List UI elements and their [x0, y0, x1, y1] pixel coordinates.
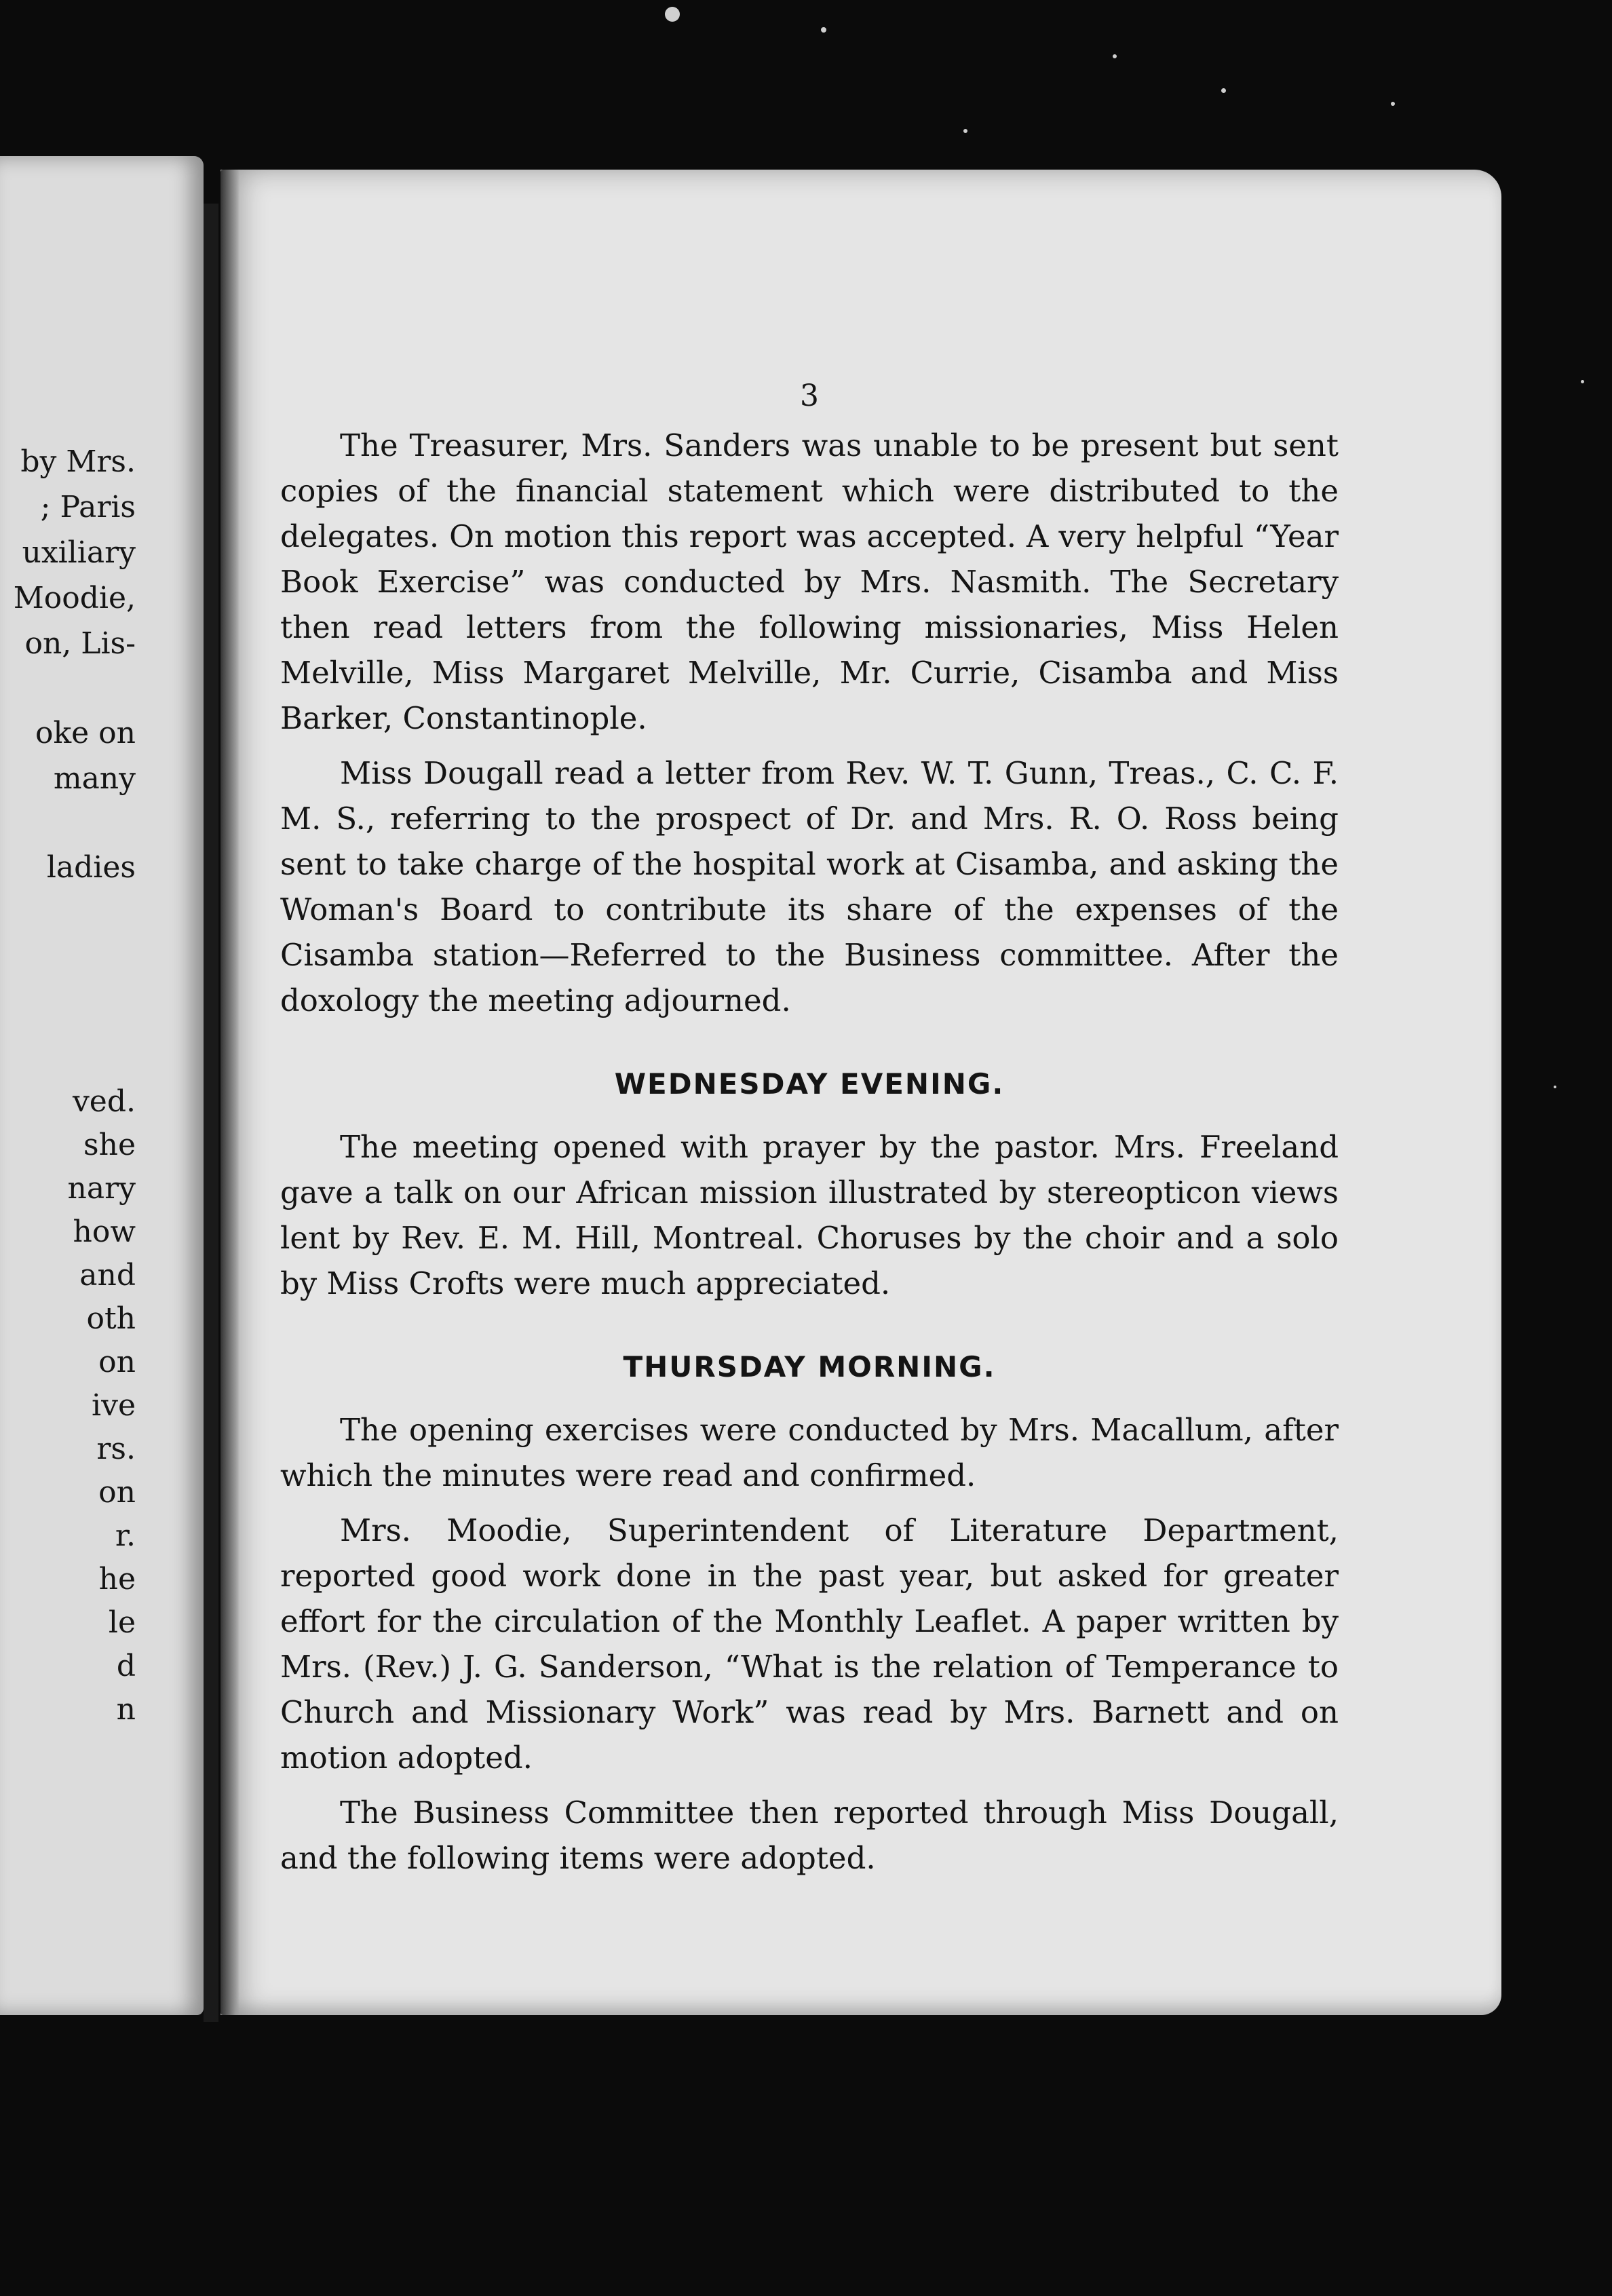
- left-page-fragment: nary: [67, 1171, 136, 1206]
- left-page-fragment: r.: [115, 1518, 136, 1553]
- left-page-fragment: oth: [86, 1301, 136, 1336]
- right-page: [220, 170, 1501, 2015]
- paragraph-literature-department: Mrs. Moodie, Superintendent of Literature Department, reported good work done in the past year, but asked for greater effort for the circulation of the Monthly Leaflet. A paper written by Mrs. (Rev.) J. G. Sanderson, “What is the relation of Temperance to Church and Missionary Work” was read by Mrs. Barnett and on motion adopted.: [280, 1512, 1339, 1776]
- paragraph-wednesday: The meeting opened with prayer by the pastor. Mrs. Freeland gave a talk on our African mission illustrated by stereopticon views lent by Rev. E. M. Hill, Montreal. Choruses by the choir and a solo by Miss Crofts were much appreciated.: [280, 1129, 1339, 1301]
- dust-speck: [821, 27, 826, 33]
- paragraph-treasurer: The Treasurer, Mrs. Sanders was unable to be present but sent copies of the financial statement which were distributed to the delegates. On motion this report was accepted. A very helpful “Year Book Exercise” was conducted by Mrs. Nasmith. The Secretary then read letters from the following missionaries, Miss Helen Melville, Miss Margaret Melville, Mr. Currie, Cisamba and Miss Barker, Constantinople.: [280, 427, 1339, 736]
- left-page-fragment: d: [116, 1649, 136, 1683]
- dust-speck: [963, 129, 967, 133]
- dust-speck: [665, 7, 680, 22]
- dust-speck: [1391, 102, 1395, 106]
- left-page-fragment: ; Paris: [40, 490, 136, 524]
- left-page-fragment: Moodie,: [13, 581, 136, 615]
- left-page-fragment: how: [73, 1214, 136, 1249]
- left-page-fragment: on: [98, 1475, 136, 1510]
- book-gutter: [204, 204, 218, 2022]
- left-page-fragment: oke on: [35, 716, 136, 750]
- left-page-fragment: ladies: [46, 850, 136, 885]
- dust-speck: [1113, 54, 1117, 58]
- page-content: [280, 373, 1339, 1881]
- heading-wednesday-evening: WEDNESDAY EVENING.: [614, 1067, 1005, 1101]
- left-page: [0, 156, 204, 2015]
- dust-speck: [1554, 1086, 1556, 1088]
- dust-speck: [1221, 88, 1226, 93]
- left-page-fragment: ive: [92, 1388, 136, 1423]
- dust-speck: [1581, 380, 1584, 383]
- page-number: 3: [800, 379, 819, 413]
- paragraph-business-committee: The Business Committee then reported through Miss Dougall, and the following items were adopted.: [280, 1795, 1339, 1876]
- left-page-fragment: and: [79, 1258, 136, 1293]
- left-page-fragment: le: [108, 1605, 136, 1640]
- left-page-fragment: n: [116, 1692, 136, 1727]
- left-page-fragment: uxiliary: [22, 535, 136, 570]
- heading-thursday-morning: THURSDAY MORNING.: [623, 1350, 996, 1383]
- left-page-fragment: she: [83, 1128, 136, 1162]
- left-page-fragment: many: [53, 761, 136, 796]
- left-page-fragment: by Mrs.: [20, 444, 136, 479]
- left-page-fragment: on, Lis-: [24, 626, 136, 661]
- page-inner-edge: [220, 170, 239, 2015]
- left-page-fragment: ved.: [72, 1084, 136, 1119]
- paragraph-dougall-letter: Miss Dougall read a letter from Rev. W. T. Gunn, Treas., C. C. F. M. S., referring to the prospect of Dr. and Mrs. R. O. Ross being sent to take charge of the hospital work at Cisamba, and asking the Woman's Board to contribute its share of the expenses of the Cisamba station—Referred to the Business committee. After the doxology the meeting adjourned.: [280, 755, 1339, 1018]
- left-page-fragment: rs.: [96, 1432, 136, 1466]
- left-page-fragment: on: [98, 1345, 136, 1379]
- paragraph-opening-exercises: The opening exercises were conducted by Mrs. Macallum, after which the minutes were read and confirmed.: [280, 1412, 1339, 1493]
- left-page-fragment: he: [98, 1562, 136, 1596]
